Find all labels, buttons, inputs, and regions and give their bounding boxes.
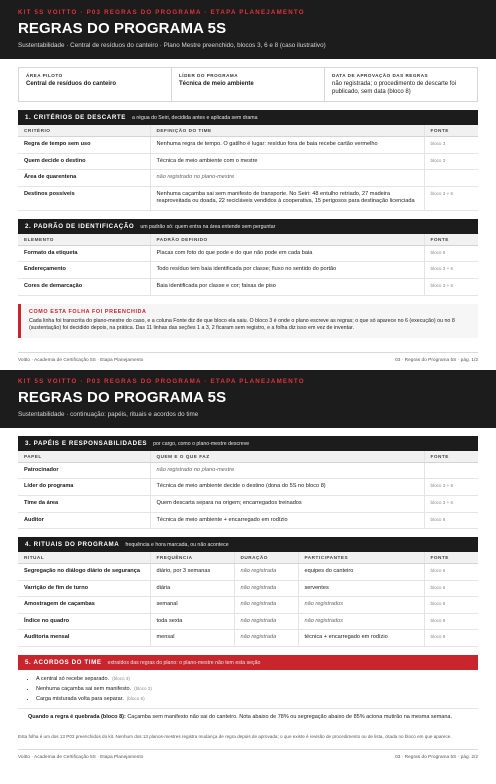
rituals-table <box>18 552 478 647</box>
column-header: QUEM E O QUE FAZ <box>150 451 424 463</box>
row-frequency: toda sexta <box>150 613 234 630</box>
header-kicker: KIT 5S VOITTO · P03 REGRAS DO PROGRAMA · ETAPA PLANEJAMENTO <box>18 377 305 385</box>
row-key: Quem decide o destino <box>18 153 150 170</box>
footer-page-number: 03 · Regras do Programa 5S · pág. 2/2 <box>395 754 478 760</box>
table-header-row <box>18 125 478 137</box>
section-header <box>18 110 478 125</box>
item-text: Carga misturada volta para separar. <box>36 695 124 702</box>
row-source: bloco 3 <box>424 153 478 170</box>
clause-text: Caçamba sem manifesto não sai do canteiro. Nota abaixo de 78% ou segregação abaixo de 85% aciona mutirão na mesma semana. <box>125 713 453 720</box>
table-row <box>18 496 478 513</box>
table-row <box>18 512 478 529</box>
row-value: Técnica de meio ambiente decide o destino (dona do 5S no bloco 8) <box>150 479 424 496</box>
column-header: DEFINIÇÃO DO TIME <box>150 125 424 137</box>
row-value: Nenhuma regra de tempo. O gatilho é lugar: resíduo fora de baia recebe cartão vermelho <box>150 137 424 154</box>
row-source: bloco 3 + 6 <box>424 496 478 513</box>
row-key: Auditoria mensal <box>18 630 150 647</box>
row-duration: não registrada <box>234 630 298 647</box>
section-header <box>18 436 478 451</box>
section-title: 5. ACORDOS DO TIME <box>25 658 102 666</box>
column-header: DURAÇÃO <box>234 552 298 564</box>
row-participants: não registrados <box>298 597 424 614</box>
page-footer <box>18 749 478 760</box>
row-value: Baia identificada por classe e cor; faixas de piso <box>150 279 424 296</box>
table-row <box>18 564 478 581</box>
table-header-row <box>18 552 478 564</box>
section-team-agreements <box>18 655 478 726</box>
section-description: extraídos das regras do plano: o plano-mestre não tem esta seção <box>107 659 261 666</box>
row-value: não registrado no plano-mestre <box>150 462 424 479</box>
row-key: Time da área <box>18 496 150 513</box>
row-value: Técnica de meio ambiente + encarregado em rodízio <box>150 512 424 529</box>
clause-label: Quando a regra é quebrada (bloco 8): <box>28 713 126 720</box>
row-key: Auditor <box>18 512 150 529</box>
list-item <box>36 686 468 692</box>
page-header <box>0 370 496 428</box>
page-subtitle: Sustentabilidade · continuação: papéis, rituais e acordos do time <box>18 410 199 418</box>
row-source: bloco 8 <box>424 597 478 614</box>
row-value: Nenhuma caçamba sai sem manifesto de transporte. No Seiri: 48 entulho retriado, 27 madeira reaproveitada ou doada, 22 recicláveis vendidos à cooperativa, 15 perigosos para destinação licenciada <box>150 186 424 210</box>
meta-value: Técnica de meio ambiente <box>179 81 254 87</box>
item-source: (bloco 3) <box>134 685 152 691</box>
section-identification-standard <box>18 219 478 296</box>
column-header: PAPEL <box>18 451 150 463</box>
column-header: CRITÉRIO <box>18 125 150 137</box>
row-value: Todo resíduo tem baia identificada por classe; fluxo no sentido do portão <box>150 262 424 279</box>
row-value: Técnica de meio ambiente com o mestre <box>150 153 424 170</box>
meta-program-leader <box>172 68 325 101</box>
section-description: por cargo, como o plano-mestre descreve <box>153 440 250 447</box>
row-source: bloco 3 <box>424 137 478 154</box>
row-duration: não registrada <box>234 613 298 630</box>
list-item <box>36 696 468 702</box>
row-key: Patrocinador <box>18 462 150 479</box>
section-title: 2. PADRÃO DE IDENTIFICAÇÃO <box>25 222 135 230</box>
page-title: REGRAS DO PROGRAMA 5S <box>18 20 227 37</box>
list-item <box>36 676 468 682</box>
meta-approval-date <box>325 68 477 101</box>
row-source: bloco 6 <box>424 245 478 262</box>
section-rituals <box>18 537 478 647</box>
page-header <box>0 0 496 59</box>
table-row <box>18 137 478 154</box>
section-title: 3. PAPÉIS E RESPONSABILIDADES <box>25 439 148 447</box>
row-value: Quem descarta separa na origem; encarregados treinados <box>150 496 424 513</box>
table-row <box>18 262 478 279</box>
footnote: Esta folha é um dos 13 P03 preenchidos do kit. Nenhum dos 13 planos-mestres registra mudança de regra depois de aprovada; o que existe é revisão de procedimento ou de lista, citada no bloco em que aparece. <box>18 733 452 739</box>
section-header <box>18 537 478 552</box>
footer-page-number: 03 · Regras do Programa 5S · pág. 1/2 <box>395 357 478 363</box>
row-value: Placas com foto do que pode e do que não pode em cada baia <box>150 245 424 262</box>
row-key: Índice no quadro <box>18 613 150 630</box>
note-body: Cada linha foi transcrita do plano-mestre do caso, e a coluna Fonte diz de que bloco ela saiu. O bloco 3 é onde o plano escreve as regras; o que só aparece no 6 (execução) ou no 8 (sustentação) foi decidido depois, na prática. Das 11 linhas das seções 1 a 3, 2 ficaram sem registro, e a folha diz isso em vez de inventar. <box>29 317 455 332</box>
column-header: FONTE <box>424 125 478 137</box>
column-header: FONTE <box>424 451 478 463</box>
roles-table <box>18 451 478 529</box>
row-source: bloco 3 + 6 <box>424 186 478 210</box>
column-header: FONTE <box>424 552 478 564</box>
column-header: FONTE <box>424 234 478 246</box>
section-title: 4. RITUAIS DO PROGRAMA <box>25 541 120 549</box>
footer-left: Voitto · Academia de Certificação 5S · Etapa Planejamento <box>18 357 144 363</box>
section-header <box>18 219 478 234</box>
column-header: PARTICIPANTES <box>298 552 424 564</box>
identification-table <box>18 234 478 296</box>
row-key: Segregação no diálogo diário de segurança <box>18 564 150 581</box>
criteria-table <box>18 125 478 211</box>
how-filled-note <box>18 304 478 338</box>
column-header: FREQUÊNCIA <box>150 552 234 564</box>
section-title: 1. CRITÉRIOS DE DESCARTE <box>25 114 127 122</box>
page-footer <box>18 352 478 370</box>
page-title: REGRAS DO PROGRAMA 5S <box>18 388 227 406</box>
row-source: bloco 3 + 8 <box>424 479 478 496</box>
row-participants: serventes <box>298 580 424 597</box>
row-value: não registrado no plano-mestre <box>150 170 424 187</box>
header-kicker: KIT 5S VOITTO · P03 REGRAS DO PROGRAMA · ETAPA PLANEJAMENTO <box>18 9 305 16</box>
note-title: COMO ESTA FOLHA FOI PREENCHIDA <box>29 308 147 315</box>
table-row <box>18 153 478 170</box>
column-header: RITUAL <box>18 552 150 564</box>
row-key: Cores de demarcação <box>18 279 150 296</box>
row-source: bloco 8 <box>424 512 478 529</box>
section-disposal-criteria <box>18 110 478 211</box>
page-2 <box>0 370 496 760</box>
row-key: Regra de tempo sem uso <box>18 137 150 154</box>
row-source: bloco 8 <box>424 630 478 647</box>
row-frequency: mensal <box>150 630 234 647</box>
item-text: Nenhuma caçamba sai sem manifesto. <box>36 685 132 692</box>
row-participants: não registrados <box>298 613 424 630</box>
row-source: bloco 6 <box>424 580 478 597</box>
page-1 <box>0 0 496 370</box>
row-key: Destinos possíveis <box>18 186 150 210</box>
table-row <box>18 479 478 496</box>
section-roles <box>18 436 478 529</box>
table-row <box>18 597 478 614</box>
row-source <box>424 170 478 187</box>
row-key: Líder do programa <box>18 479 150 496</box>
table-row <box>18 462 478 479</box>
row-source <box>424 462 478 479</box>
table-row <box>18 580 478 597</box>
meta-pilot-area <box>19 68 172 101</box>
meta-value: Central de resíduos do canteiro <box>26 81 117 87</box>
row-duration: não registrada <box>234 564 298 581</box>
table-row <box>18 245 478 262</box>
table-row <box>18 279 478 296</box>
meta-label: ÁREA PILOTO <box>26 73 63 78</box>
rule-broken-clause <box>18 708 478 726</box>
row-duration: não registrada <box>234 597 298 614</box>
row-source: bloco 6 <box>424 564 478 581</box>
meta-panel <box>18 67 478 102</box>
section-header <box>18 655 478 670</box>
row-participants: técnica + encarregado em rodízio <box>298 630 424 647</box>
row-key: Formato da etiqueta <box>18 245 150 262</box>
table-row <box>18 170 478 187</box>
row-key: Endereçamento <box>18 262 150 279</box>
row-key: Amostragem de caçambas <box>18 597 150 614</box>
column-header: ELEMENTO <box>18 234 150 246</box>
column-header: PADRÃO DEFINIDO <box>150 234 424 246</box>
item-text: A central só recebe separado. <box>36 675 110 682</box>
table-header-row <box>18 234 478 246</box>
row-source: bloco 8 <box>424 613 478 630</box>
item-source: (bloco 3) <box>112 675 130 681</box>
footer-left: Voitto · Academia de Certificação 5S · Etapa Planejamento <box>18 754 144 760</box>
meta-label: DATA DE APROVAÇÃO DAS REGRAS <box>332 73 429 78</box>
meta-value: não registrada; o procedimento de descarte foi publicado, sem data (bloco 8) <box>332 81 457 96</box>
meta-label: LÍDER DO PROGRAMA <box>179 73 239 78</box>
table-row <box>18 186 478 210</box>
row-duration: não registrada <box>234 580 298 597</box>
row-frequency: diário, por 3 semanas <box>150 564 234 581</box>
row-key: Área de quarentena <box>18 170 150 187</box>
table-row <box>18 613 478 630</box>
section-description: um padrão só: quem entra na área entende sem perguntar <box>140 223 276 230</box>
row-frequency: semanal <box>150 597 234 614</box>
table-row <box>18 630 478 647</box>
page-subtitle: Sustentabilidade · Central de resíduos do canteiro · Plano Mestre preenchido, blocos 3, 6 e 8 (caso ilustrativo) <box>18 42 326 49</box>
row-key: Varrição de fim de turno <box>18 580 150 597</box>
table-header-row <box>18 451 478 463</box>
row-source: bloco 3 + 6 <box>424 262 478 279</box>
row-frequency: diária <box>150 580 234 597</box>
item-source: (bloco 6) <box>126 695 145 701</box>
agreements-list <box>18 670 478 708</box>
section-description: frequência e hora marcada, ou não acontece <box>125 542 229 549</box>
section-description: a régua do Seiri, decidida antes e aplicada sem drama <box>132 115 258 122</box>
row-participants: equipes do canteiro <box>298 564 424 581</box>
row-source: bloco 3 + 6 <box>424 279 478 296</box>
